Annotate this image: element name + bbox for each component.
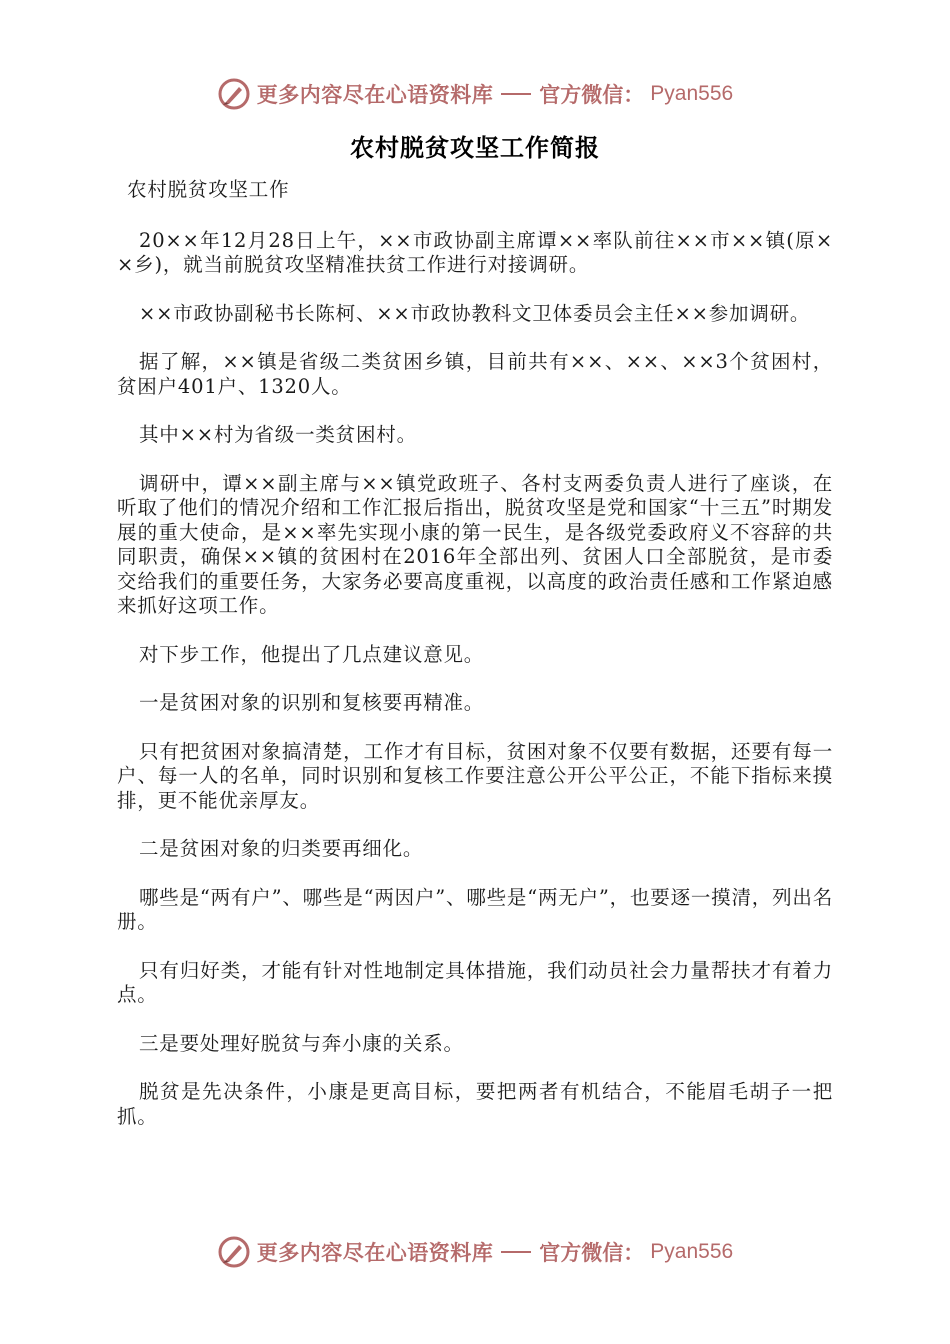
quill-logo-icon [217, 1235, 251, 1269]
document-body [117, 178, 833, 1153]
footer-watermark-banner [0, 1232, 950, 1272]
paragraph: 哪些是“两有户”、哪些是“两因户”、哪些是“两无户”，也要逐一摸清，列出名册。 [117, 885, 833, 933]
document-title: 农村脱贫攻坚工作简报 [350, 134, 600, 162]
paragraph: 二是贫困对象的归类要再细化。 [139, 837, 424, 860]
paragraph: 三是要处理好脱贫与奔小康的关系。 [139, 1031, 464, 1055]
paragraph: 据了解，××镇是省级二类贫困乡镇，目前共有××、××、××3个贫困村，贫困户401户、1320人。 [117, 350, 833, 398]
paragraph: 20××年12月28日上午，××市政协副主席谭××率队前往××市××镇(原××乡)，就当前脱贫攻坚精准扶贫工作进行对接调研。 [117, 228, 833, 276]
paragraph: 一是贫困对象的识别和复核要再精准。 [139, 691, 485, 714]
paragraph: ××市政协副秘书长陈柯、××市政协教科文卫体委员会主任××参加调研。 [139, 301, 811, 325]
watermark-dash [501, 1251, 531, 1253]
paragraph: 其中××村为省级一类贫困村。 [139, 423, 417, 446]
paragraph: 调研中，谭××副主席与××镇党政班子、各村支两委负责人进行了座谈，在听取了他们的情况介绍和工作汇报后指出，脱贫攻坚是党和国家“十三五”时期发展的重大使命，是××率先实现小康的第一民生，是各级党委政府义不容辞的共同职责，确保××镇的贫困村在2016年全部出列、贫困人口全部脱贫，是市委交给我们的重要任务，大家务必要高度重视，以高度的政治责任感和工作紧迫感来抓好这项工作。 [117, 471, 833, 617]
watermark-wechat-id: Pyan556 [650, 1240, 734, 1263]
paragraph: 脱贫是先决条件，小康是更高目标，要把两者有机结合，不能眉毛胡子一把抓。 [117, 1080, 833, 1128]
watermark-dash [501, 93, 531, 95]
watermark-site-text: 更多内容尽在心语资料库 [256, 82, 494, 107]
document-subtitle: 农村脱贫攻坚工作 [127, 178, 290, 201]
paragraph: 对下步工作，他提出了几点建议意见。 [139, 642, 485, 666]
quill-logo-icon [217, 77, 251, 111]
paragraph: 只有归好类，才能有针对性地制定具体措施，我们动员社会力量帮扶才有着力点。 [117, 958, 833, 1006]
header-watermark-banner [0, 74, 950, 114]
watermark-wechat-label: 官方微信： [539, 1240, 645, 1265]
watermark-wechat-label: 官方微信： [539, 82, 645, 107]
watermark-wechat-id: Pyan556 [650, 82, 734, 105]
watermark-site-text: 更多内容尽在心语资料库 [256, 1240, 494, 1265]
paragraph: 只有把贫困对象搞清楚，工作才有目标，贫困对象不仅要有数据，还要有每一户、每一人的名单，同时识别和复核工作要注意公开公平公正，不能下指标来摸排，更不能优亲厚友。 [117, 739, 833, 812]
